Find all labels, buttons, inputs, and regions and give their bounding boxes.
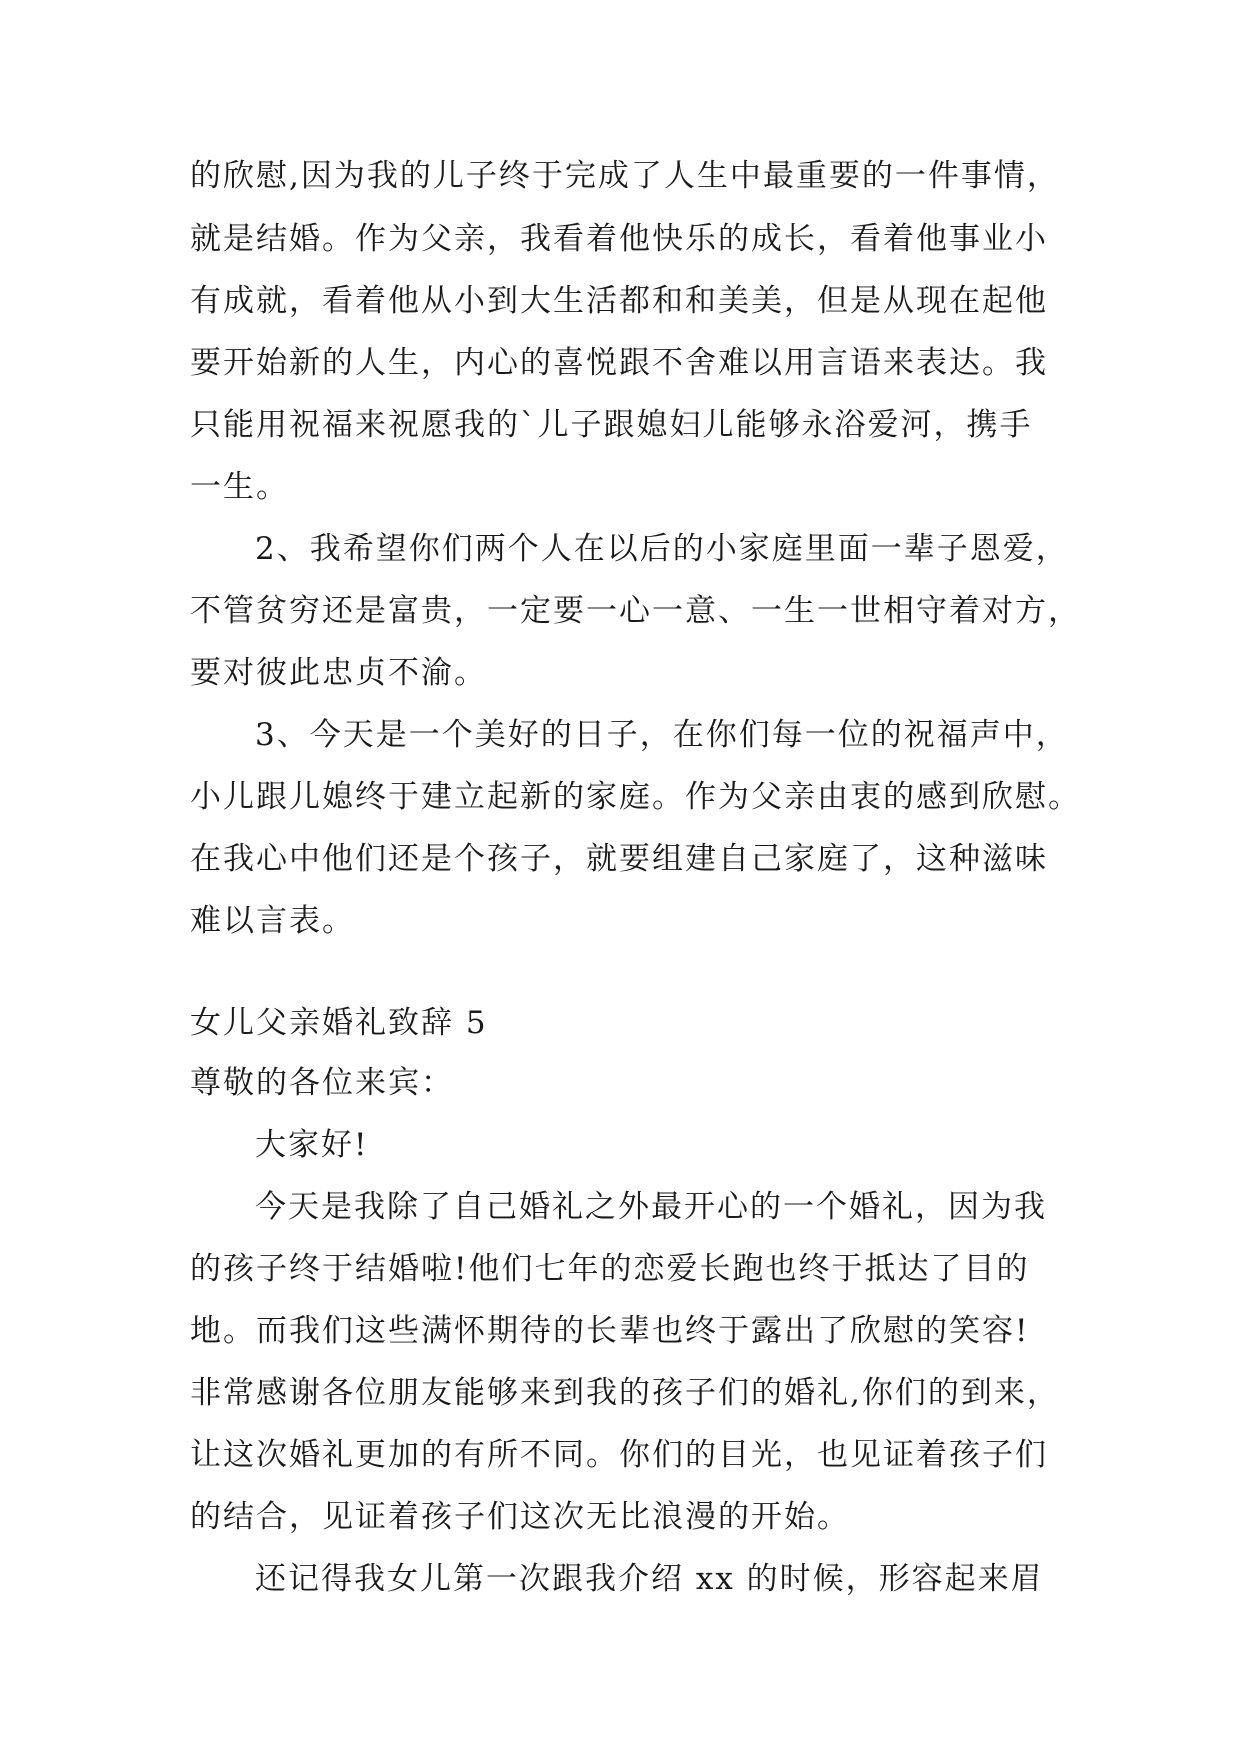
paragraph-line: 不管贫穷还是富贵，一定要一心一意、一生一世相守着对方， [190, 593, 1081, 629]
paragraph-line: 的结合，见证着孩子们这次无比浪漫的开始。 [190, 1499, 850, 1535]
paragraph-line: 的孩子终于结婚啦!他们七年的恋爱长跑也终于抵达了目的 [190, 1251, 1030, 1287]
paragraph-line: 小儿跟儿媳终于建立起新的家庭。作为父亲由衷的感到欣慰。 [190, 779, 1081, 815]
paragraph-line: 要开始新的人生，内心的喜悦跟不舍难以用言语来表达。我 [190, 345, 1048, 381]
paragraph-line: 只能用祝福来祝愿我的`儿子跟媳妇儿能够永浴爱河，携手 [190, 407, 1033, 443]
paragraph-line: 今天是我除了自己婚礼之外最开心的一个婚礼，因为我 [255, 1189, 1047, 1225]
paragraph-line: 的欣慰,因为我的儿子终于完成了人生中最重要的一件事情， [190, 158, 1060, 194]
paragraph-line: 地。而我们这些满怀期待的长辈也终于露出了欣慰的笑容! [190, 1313, 1030, 1349]
paragraph-line: 有成就，看着他从小到大生活都和和美美，但是从现在起他 [190, 283, 1048, 319]
numbered-item-2-line: 2、我希望你们两个人在以后的小家庭里面一辈子恩爱， [255, 531, 1069, 567]
paragraph-line: 要对彼此忠贞不渝。 [190, 655, 487, 691]
numbered-item-3-line: 3、今天是一个美好的日子，在你们每一位的祝福声中， [255, 717, 1069, 753]
paragraph-line: 就是结婚。作为父亲，我看着他快乐的成长，看着他事业小 [190, 221, 1048, 257]
paragraph-line: 让这次婚礼更加的有所不同。你们的目光，也见证着孩子们 [190, 1437, 1048, 1473]
paragraph-line: 一生。 [190, 469, 289, 505]
greeting: 大家好! [255, 1127, 369, 1163]
paragraph-line: 非常感谢各位朋友能够来到我的孩子们的婚礼,你们的到来， [190, 1375, 1060, 1411]
salutation: 尊敬的各位来宾： [190, 1065, 454, 1101]
paragraph-line: 还记得我女儿第一次跟我介绍 xx 的时候，形容起来眉 [255, 1561, 1044, 1597]
paragraph-line: 难以言表。 [190, 903, 355, 939]
section-title: 女儿父亲婚礼致辞 5 [190, 1005, 488, 1041]
paragraph-line: 在我心中他们还是个孩子，就要组建自己家庭了，这种滋味 [190, 841, 1048, 877]
